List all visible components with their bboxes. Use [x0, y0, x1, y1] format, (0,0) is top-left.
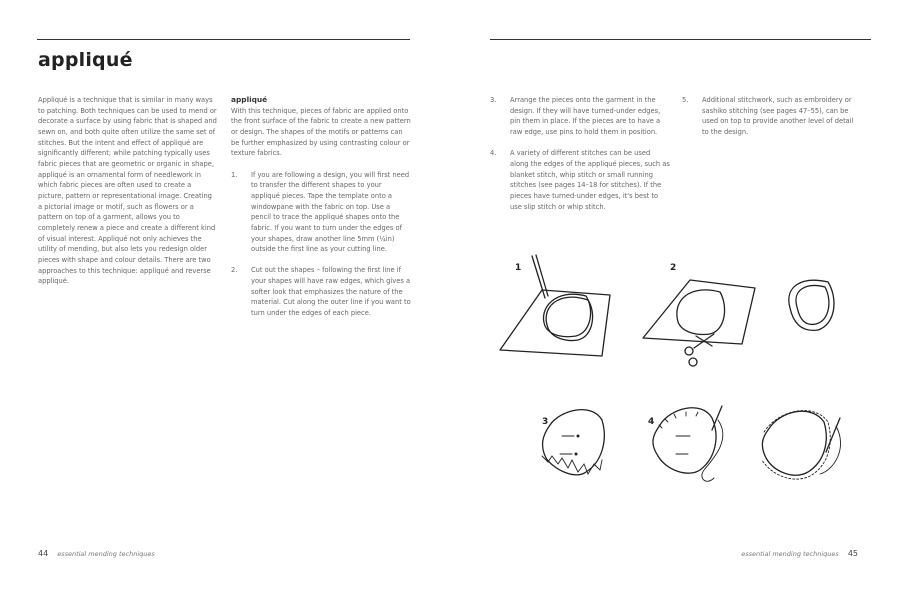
cut-piece-inner-icon: [796, 286, 829, 325]
steps-column-5: [682, 95, 862, 148]
steps-list-right-2: [682, 95, 862, 138]
cut-piece-outer-icon: [789, 280, 834, 330]
folio-right: [741, 549, 858, 558]
step-text: Cut out the shapes – following the first line if your shapes will have raw edges, which gives a softer look that emphasizes the nature of the material. Cut along the outer line if you want to turn under the edges of each piece.: [251, 266, 411, 318]
applique-piece-icon: [653, 408, 716, 473]
folio-left: [38, 549, 155, 558]
pin-head-icon: [577, 435, 580, 438]
steps-list-right: [490, 95, 670, 212]
steps-list-left: [231, 170, 411, 319]
illustration-step-5: [762, 411, 841, 480]
intro-paragraph: Appliqué is a technique that is similar in many ways to patching. Both techniques can be used to mend or decorate a surface by using fabric that is shaped and sewn on, and both quite often utilize the same set of stitches. But the intent and effect of appliqué are significantly different; while patching typically uses fabric pieces that are geometric or organic in shape, appliqué is an ornamental form of needlework in which fabric pieces are often used to create a picture, pattern or representational image. Creating a pictorial image or motif, such as flowers or a pattern on top of a garment, allows you to completely renew a piece and create a different kind of visual interest. Appliqué not only achieves the utility of mending, but also lets you redesign older pieces with shape and colour details. There are two approaches to this technique: appliqué and reverse appliqué.: [38, 96, 217, 286]
step-number: 3.: [490, 96, 497, 104]
step-number: 5.: [682, 96, 689, 104]
step-text: Arrange the pieces onto the garment in the design. If they will have turned-under edges, pin them in place. If the pieces are to have a raw edge, use pins to hold them in position.: [510, 96, 661, 136]
step-item: [490, 95, 670, 138]
step-text: A variety of different stitches can be used along the edges of the appliqué pieces, such as blanket stitch, whip stitch or small running stitches (see pages 14–18 for stitches). If the pieces have turned-under edges, it's best to use slip stitch or whip stitch.: [510, 149, 670, 211]
illustration-step-4: [648, 406, 723, 481]
step-item: [231, 265, 411, 318]
illustration-label-3: 3: [542, 417, 549, 427]
step-item: [490, 148, 670, 212]
step-text: Additional stitchwork, such as embroidery or sashiko stitching (see pages 47–55), can be used on top to provide another level of detail to the design.: [702, 96, 854, 136]
illustration-label-1: 1: [515, 263, 522, 273]
needle-icon: [712, 406, 722, 430]
page-number: 45: [847, 549, 858, 558]
illustration-label-2: 2: [670, 263, 677, 273]
running-title: essential mending techniques: [57, 550, 155, 558]
step-item: [682, 95, 862, 138]
top-rule: [490, 39, 871, 40]
illustration-step-2: [643, 263, 755, 366]
applique-piece-icon: [762, 411, 826, 475]
step-number: 1.: [231, 170, 238, 179]
applique-column: [231, 95, 411, 329]
step-number: 4.: [490, 149, 497, 158]
step-item: [231, 170, 411, 255]
step-text: If you are following a design, you will first need to transfer the different shapes to your appliqué pieces. Tape the template onto a windowpane with the fabric on top. Use a pencil to trace the appliqué shapes onto the fabric. If you want to turn under the edges of your shapes, draw another line 5mm (¼in) outside the first line as your cutting line.: [251, 170, 410, 254]
intro-column: [38, 95, 218, 287]
section-intro: With this technique, pieces of fabric are applied onto the front surface of the fabric to create a new pattern or design. The shapes of the motifs or patterns can be further emphasized by using contrasting colour or texture fabrics.: [231, 106, 411, 158]
page-number: 44: [38, 549, 49, 558]
illustration-cut-shape: [789, 280, 834, 330]
pin-head-icon: [575, 453, 578, 456]
illustration-label-4: 4: [648, 417, 655, 427]
section-heading: appliqué: [231, 95, 268, 104]
top-rule: [37, 39, 410, 40]
running-title: essential mending techniques: [741, 550, 839, 558]
illustration-step-1: [500, 255, 610, 356]
page-title: appliqué: [38, 49, 133, 71]
steps-column-3-4: [490, 95, 670, 223]
applique-steps-illustration: [490, 250, 870, 500]
step-number: 2.: [231, 266, 238, 275]
illustration-step-3: [542, 410, 604, 475]
